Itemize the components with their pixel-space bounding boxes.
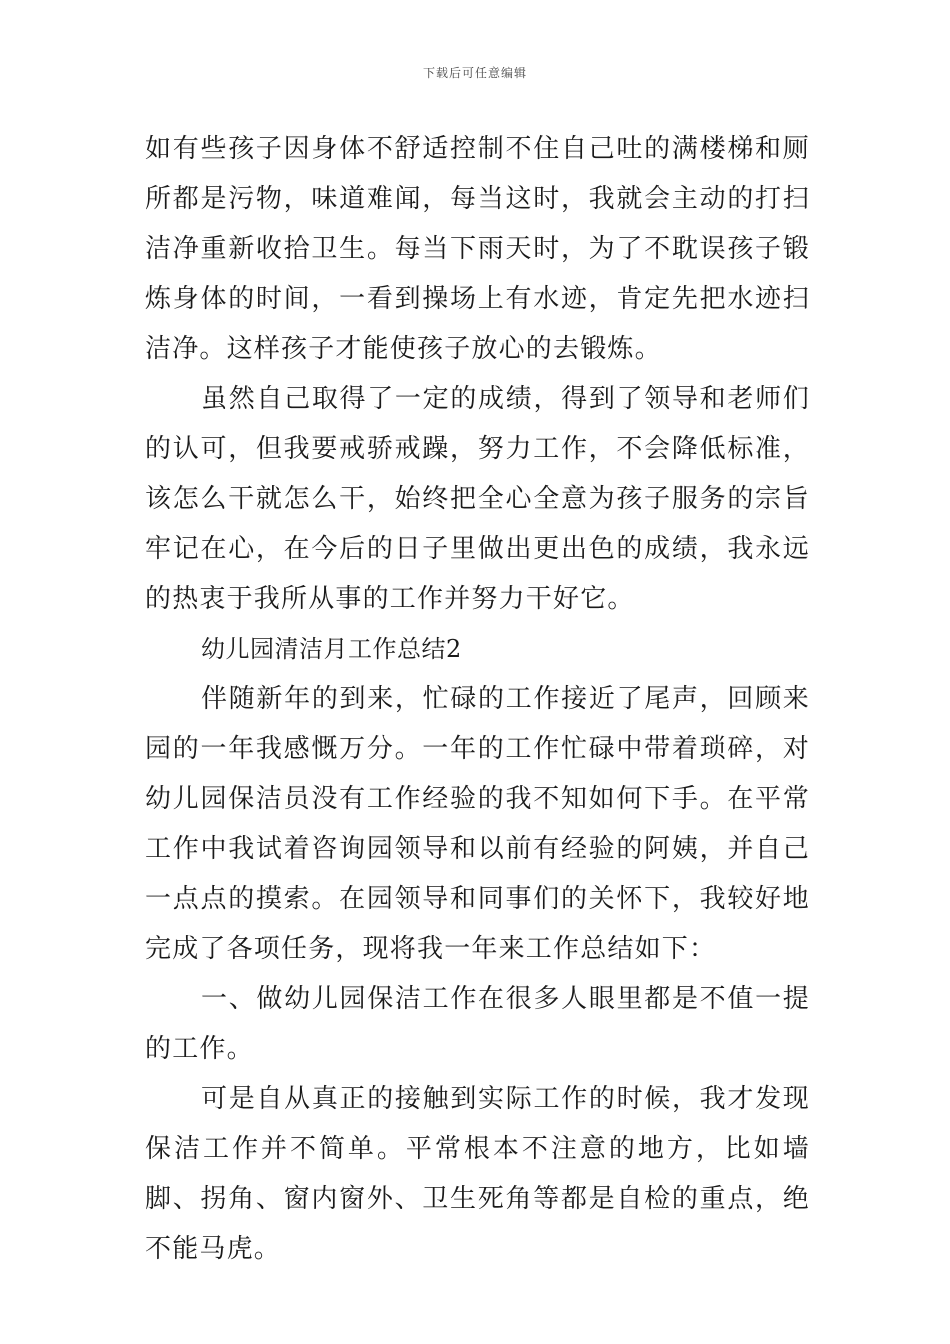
paragraph-cleaning-details: 可是自从真正的接触到实际工作的时候，我才发现保洁工作并不简单。平常根本不注意的地方，比如墙脚、拐角、窗内窗外、卫生死角等都是自检的重点，绝不能马虎。 [145, 1084, 810, 1264]
paragraph-point-one: 一、做幼儿园保洁工作在很多人眼里都是不值一提的工作。 [145, 984, 810, 1064]
page-header-note: 下载后可任意编辑 [422, 66, 527, 80]
paragraph-continued: 如有些孩子因身体不舒适控制不住自己吐的满楼梯和厕所都是污物，味道难闻，每当这时，我就会主动的打扫洁净重新收拾卫生。每当下雨天时，为了不耽误孩子锻炼身体的时间，一看到操场上有水迹，肯定先把水迹扫洁净。这样孩子才能使孩子放心的去锻炼。 [145, 134, 810, 364]
paragraph-new-year: 伴随新年的到来，忙碌的工作接近了尾声，回顾来园的一年我感慨万分。一年的工作忙碌中带着琐碎，对幼儿园保洁员没有工作经验的我不知如何下手。在平常工作中我试着咨询园领导和以前有经验的阿姨，并自己一点点的摸索。在园领导和同事们的关怀下，我较好地完成了各项任务，现将我一年来工作总结如下： [145, 684, 810, 964]
document-body [145, 124, 810, 1274]
paragraph-achievements: 虽然自己取得了一定的成绩，得到了领导和老师们的认可，但我要戒骄戒躁，努力工作，不会降低标准，该怎么干就怎么干，始终把全心全意为孩子服务的宗旨牢记在心，在今后的日子里做出更出色的成绩，我永远的热衷于我所从事的工作并努力干好它。 [145, 384, 810, 614]
section-title: 幼儿园清洁月工作总结2 [201, 635, 462, 663]
